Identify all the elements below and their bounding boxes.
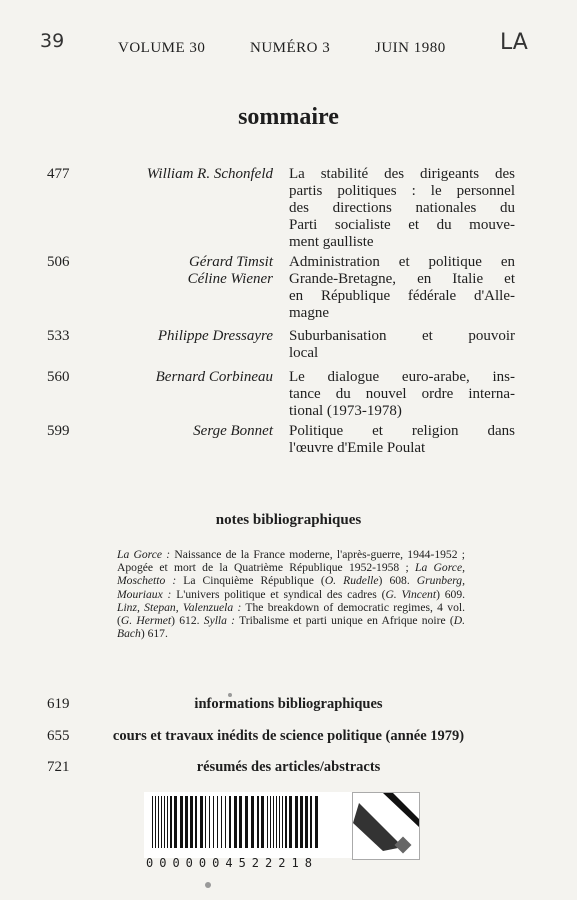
author-line: Bernard Corbineau (155, 369, 273, 385)
barcode-bar (295, 796, 298, 848)
article-title-line: ment gaulliste (289, 234, 374, 250)
barcode-bar (289, 796, 292, 848)
notes-body (117, 548, 465, 640)
article-title (289, 423, 515, 457)
section-page-number: 619 (47, 696, 70, 712)
section-label: résumés des articles/abstracts (196, 759, 381, 775)
barcode-bar (257, 796, 259, 848)
article-title-line: magne (289, 305, 329, 321)
notes-text: L'univers politique et syndical des cadres ( (171, 587, 386, 601)
barcode-bar (155, 796, 156, 848)
barcode-bar (158, 796, 159, 848)
article-author (78, 328, 273, 345)
numero-label: NUMÉRO 3 (250, 40, 331, 56)
article-author (78, 254, 273, 288)
notes-author-ref: G. Hermet (120, 614, 172, 628)
speck-mark (205, 882, 211, 888)
barcode-bar (273, 796, 274, 848)
notes-author-ref: G. Vincent (385, 587, 437, 601)
article-title-line: Parti socialiste et du mouve- (289, 217, 515, 233)
article-title-line: La stabilité des dirigeants des (289, 166, 515, 182)
article-page-number: 506 (47, 254, 70, 270)
barcode-bar (200, 796, 203, 848)
barcode-bar (310, 796, 312, 848)
article-author (78, 369, 273, 386)
article-title-line: tional (1973-1978) (289, 403, 402, 419)
notes-text: ) 612. (171, 614, 204, 628)
article-page-number: 477 (47, 166, 70, 182)
notes-author-ref: La Gorce, Moschetto : (117, 561, 465, 588)
publisher-logo (352, 792, 420, 860)
barcode-bar (190, 796, 193, 848)
section-label: cours et travaux inédits de science politique (année 1979) (112, 728, 465, 744)
barcode (144, 792, 352, 858)
article-title (289, 369, 515, 420)
barcode-bar (282, 796, 283, 848)
notes-author-ref: O. Rudelle (324, 574, 379, 588)
notes-text: The breakdown of democratic regimes, 4 vol. ( (117, 600, 465, 628)
date-label: JUIN 1980 (375, 40, 446, 56)
barcode-bar (221, 796, 222, 848)
section-page-number: 655 (47, 728, 70, 744)
article-author (78, 423, 273, 440)
notes-text: La Cinquième République ( (176, 574, 325, 588)
article-title (289, 254, 515, 322)
author-line: William R. Schonfeld (146, 166, 273, 182)
article-title-line: en République fédérale d'Alle- (289, 288, 515, 304)
barcode-bar (185, 796, 188, 848)
barcode-bar (161, 796, 162, 848)
notes-text: ) 617. (140, 627, 168, 641)
notes-text: ) 609. (436, 587, 466, 601)
barcode-bar (239, 796, 242, 848)
article-page-number: 599 (47, 423, 70, 439)
handwritten-number: 39 (40, 30, 65, 52)
notes-author-ref: D. Bach (117, 614, 465, 641)
author-line: Céline Wiener (187, 271, 273, 287)
barcode-bars (152, 796, 344, 848)
barcode-bar (217, 796, 218, 848)
barcode-bar (225, 796, 226, 848)
barcode-digits: 0000004522218 (146, 856, 318, 870)
barcode-bar (315, 796, 318, 848)
barcode-bar (251, 796, 254, 848)
notes-text: ) 608. (378, 574, 417, 588)
barcode-bar (305, 796, 308, 848)
barcode-bar (174, 796, 177, 848)
article-title-line: Le dialogue euro-arabe, ins- (289, 369, 515, 385)
page-title: sommaire (238, 104, 339, 130)
article-title-line: Grande-Bretagne, en Italie et (289, 271, 515, 287)
barcode-bar (209, 796, 210, 848)
volume-label: VOLUME 30 (118, 40, 206, 56)
author-line: Philippe Dressayre (157, 328, 273, 344)
article-title-line: tance du nouvel ordre interna- (289, 386, 515, 402)
barcode-bar (170, 796, 172, 848)
section-label: informations bibliographiques (194, 696, 383, 712)
barcode-bar (285, 796, 287, 848)
article-author (78, 166, 273, 183)
notes-text: Naissance de la France moderne, l'après-guerre, 1944-1952 ; Apogée et mort de la Quatrième République 1952-1958 ; (117, 548, 465, 575)
notes-author-ref: La Gorce : (117, 548, 171, 561)
barcode-bar (276, 796, 277, 848)
article-title-line: local (289, 345, 319, 361)
article-page-number: 560 (47, 369, 70, 385)
article-title-line: Administration et politique en (289, 254, 515, 270)
barcode-bar (300, 796, 303, 848)
barcode-bar (180, 796, 183, 848)
barcode-bar (234, 796, 237, 848)
barcode-bar (261, 796, 264, 848)
author-line: Serge Bonnet (193, 423, 273, 439)
article-title-line: l'œuvre d'Emile Poulat (289, 440, 426, 456)
barcode-bar (195, 796, 197, 848)
notes-author-ref: Linz, Stepan, Valenzuela : (117, 600, 242, 614)
barcode-bar (213, 796, 214, 848)
article-title-line: Suburbanisation et pouvoir (289, 328, 515, 344)
article-title-line: des directions nationales du (289, 200, 515, 216)
notes-text: Tribalisme et parti unique en Afrique noire ( (235, 614, 454, 628)
notes-author-ref: Sylla : (203, 614, 236, 628)
barcode-bar (164, 796, 165, 848)
article-title (289, 166, 515, 251)
notes-author-ref: Grunberg, Mouriaux : (117, 574, 465, 601)
barcode-bar (152, 796, 153, 848)
barcode-bar (229, 796, 231, 848)
barcode-bar (270, 796, 271, 848)
barcode-bar (267, 796, 268, 848)
barcode-bar (205, 796, 206, 848)
article-page-number: 533 (47, 328, 70, 344)
author-line: Gérard Timsit (188, 254, 273, 270)
notes-heading: notes bibliographiques (215, 512, 362, 528)
barcode-bar (167, 796, 168, 848)
barcode-bar (245, 796, 248, 848)
article-title (289, 328, 515, 362)
handwritten-initials: LA (500, 30, 528, 55)
article-title-line: partis politiques : le personnel (289, 183, 515, 199)
article-title-line: Politique et religion dans (289, 423, 515, 439)
section-page-number: 721 (47, 759, 70, 775)
logo-emblem-icon (353, 793, 419, 859)
barcode-bar (279, 796, 280, 848)
